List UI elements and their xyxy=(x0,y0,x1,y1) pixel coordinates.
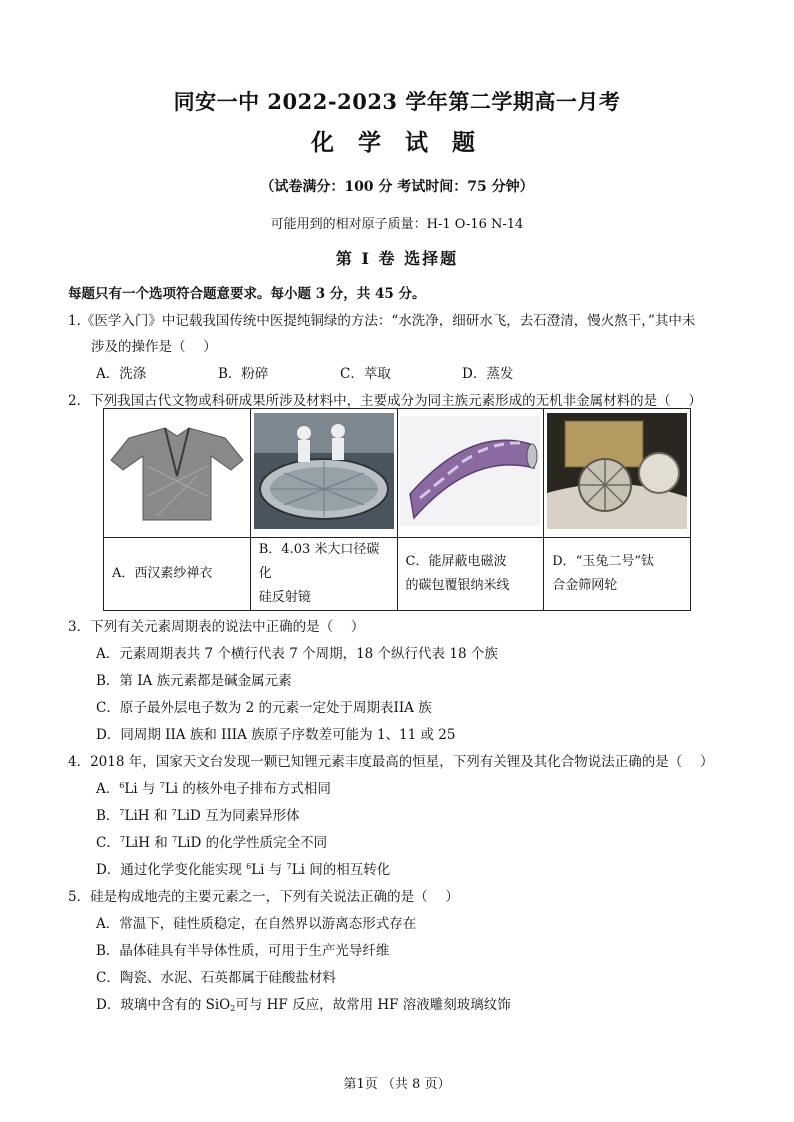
question-1-options xyxy=(96,362,716,382)
q1-option-c: C．萃取 xyxy=(340,366,391,382)
q1-option-a: A．洗涤 xyxy=(96,366,147,382)
q1-option-b: B．粉碎 xyxy=(218,366,269,382)
q3-option-b: B．第 IA 族元素都是碱金属元素 xyxy=(96,673,292,689)
question-1-stem-cont: 涉及的操作是（ ） xyxy=(91,339,217,355)
q3-option-a: A．元素周期表共 7 个横行代表 7 个周期，18 个纵行代表 18 个族 xyxy=(96,646,498,662)
nanowire-photo-icon xyxy=(400,416,540,526)
q2-caption-c: C．能屏蔽电磁波 的碳包覆银纳米线 xyxy=(397,538,544,611)
section-heading: 第 Ⅰ 卷 选择题 xyxy=(335,249,459,268)
subject-title: 化 学 试 题 xyxy=(310,129,484,156)
question-5-stem: 5．硅是构成地壳的主要元素之一，下列有关说法正确的是（ ） xyxy=(68,889,459,905)
q4-option-d: D．通过化学变化能实现 $^6$Li 与 $^7$Li 间的相互转化 xyxy=(96,862,391,878)
robe-photo-icon xyxy=(107,416,247,526)
mirror-photo-icon xyxy=(254,413,394,529)
q2-caption-a: A．西汉素纱禅衣 xyxy=(104,538,251,611)
exam-title: 同安一中 2022-2023 学年第二学期高一月考 xyxy=(173,89,621,114)
question-2-image-table xyxy=(103,408,691,611)
q1-option-d: D．蒸发 xyxy=(462,366,514,382)
question-4-stem: 4．2018 年，国家天文台发现一颗已知锂元素丰度最高的恒星，下列有关锂及其化合物说法正确的是（ ） xyxy=(68,754,714,770)
q2-caption-b: B．4.03 米大口径碳化 硅反射镜 xyxy=(250,538,397,611)
page-footer: 第1页 （共 8 页） xyxy=(343,1077,451,1092)
q2-cell-d-image xyxy=(544,409,691,538)
q4-option-c: C．$^7$LiH 和 $^7$LiD 的化学性质完全不同 xyxy=(96,835,328,851)
q3-option-c: C．原子最外层电子数为 2 的元素一定处于周期表IIA 族 xyxy=(96,700,432,716)
q2-cell-c-image xyxy=(397,409,544,538)
q3-option-d: D．同周期 IIA 族和 IIIA 族原子序数差可能为 1、11 或 25 xyxy=(96,727,456,743)
question-1-stem: 1.《医学入门》中记载我国传统中医提纯铜绿的方法：“水洗净，细研水飞，去石澄清，慢火熬干，”其中未 xyxy=(68,313,696,329)
question-2-stem: 2．下列我国古代文物或科研成果所涉及材料中，主要成分为同主族元素形成的无机非金属材料的是（ ） xyxy=(68,393,702,409)
instructions: 每题只有一个选项符合题意要求。每小题 3 分，共 45 分。 xyxy=(68,286,426,302)
atomic-mass-note: 可能用到的相对原子质量：H-1 O-16 N-14 xyxy=(270,217,524,232)
q5-option-a: A．常温下，硅性质稳定，在自然界以游离态形式存在 xyxy=(96,916,417,932)
q4-option-a: A．$^6$Li 与 $^7$Li 的核外电子排布方式相同 xyxy=(96,781,331,797)
q5-option-c: C．陶瓷、水泥、石英都属于硅酸盐材料 xyxy=(96,970,336,986)
q5-option-d: D．玻璃中含有的 SiO$_2$可与 HF 反应，故常用 HF 溶液雕刻玻璃纹饰 xyxy=(96,997,511,1013)
q2-cell-a-image xyxy=(104,409,251,538)
q4-option-b: B．$^7$LiH 和 $^7$LiD 互为同素异形体 xyxy=(96,808,300,824)
q5-option-b: B．晶体硅具有半导体性质，可用于生产光导纤维 xyxy=(96,943,390,959)
q2-cell-b-image xyxy=(250,409,397,538)
rover-wheel-photo-icon xyxy=(547,413,687,529)
question-3-stem: 3．下列有关元素周期表的说法中正确的是（ ） xyxy=(68,619,365,635)
q2-caption-d: D．“玉兔二号”钛 合金筛网轮 xyxy=(544,538,691,611)
exam-info: （试卷满分：100 分 考试时间：75 分钟） xyxy=(260,179,534,195)
